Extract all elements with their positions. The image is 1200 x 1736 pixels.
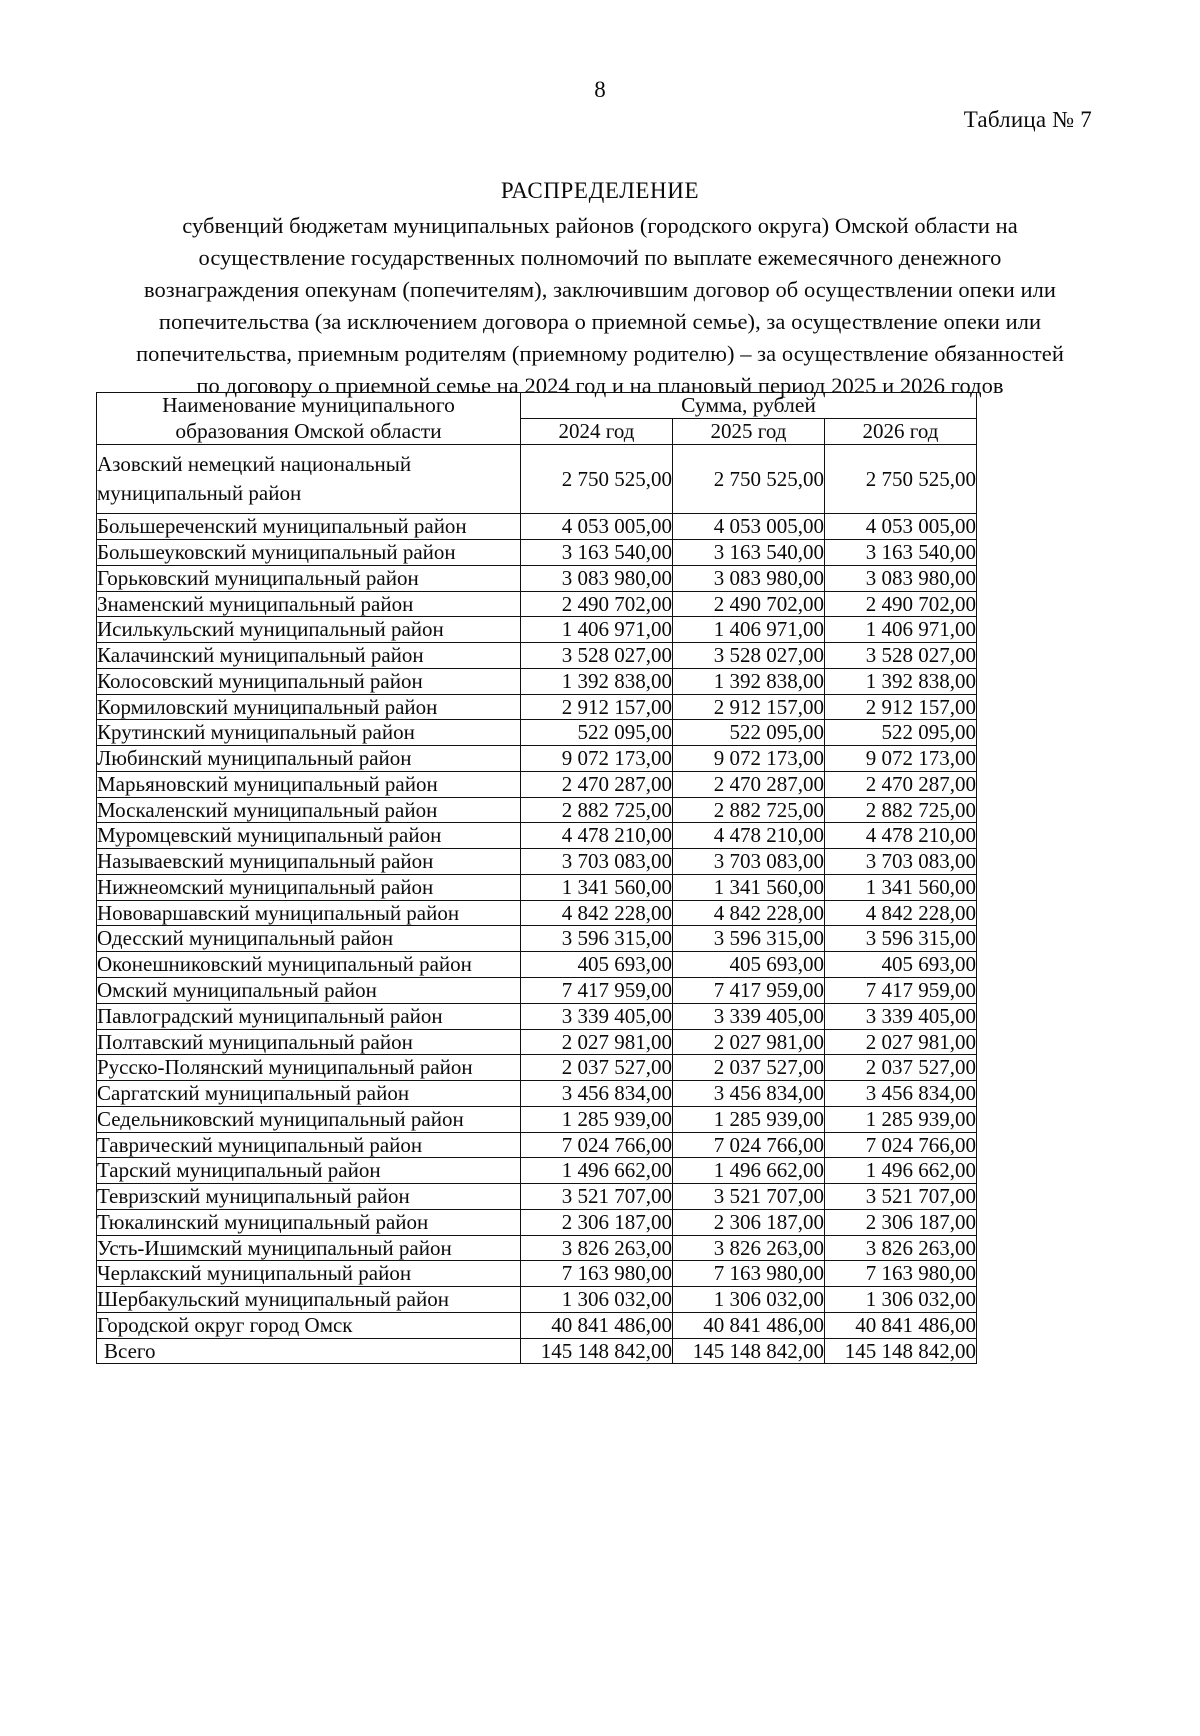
cell-municipality-name: Черлакский муниципальный район — [97, 1261, 521, 1287]
cell-municipality-name: Знаменский муниципальный район — [97, 591, 521, 617]
cell-amount-2025: 2 037 527,00 — [673, 1055, 825, 1081]
cell-amount-2024: 3 826 263,00 — [521, 1235, 673, 1261]
cell-amount-2026: 2 027 981,00 — [825, 1029, 977, 1055]
cell-amount-2024: 2 490 702,00 — [521, 591, 673, 617]
subtitle-line: вознаграждения опекунам (попечителям), заключившим договор об осуществлении опеки или — [143, 277, 1057, 303]
cell-amount-2026: 522 095,00 — [825, 720, 977, 746]
cell-amount-2025: 2 912 157,00 — [673, 694, 825, 720]
document-subtitle — [100, 210, 1100, 402]
cell-amount-2024: 2 470 287,00 — [521, 771, 673, 797]
cell-amount-2024: 2 912 157,00 — [521, 694, 673, 720]
cell-amount-2025: 2 750 525,00 — [673, 445, 825, 514]
cell-amount-2025: 3 596 315,00 — [673, 926, 825, 952]
table-row — [97, 1106, 977, 1132]
cell-municipality-name: Крутинский муниципальный район — [97, 720, 521, 746]
subtitle-line: попечительства, приемным родителям (приемному родителю) – за осуществление обязанностей — [136, 341, 1064, 367]
cell-municipality-name: Павлоградский муниципальный район — [97, 1003, 521, 1029]
cell-amount-2024: 9 072 173,00 — [521, 746, 673, 772]
table-row — [97, 1029, 977, 1055]
column-header-year-2026: 2026 год — [825, 419, 977, 445]
cell-municipality-name: Тюкалинский муниципальный район — [97, 1209, 521, 1235]
table-row — [97, 797, 977, 823]
cell-amount-2024: 1 341 560,00 — [521, 874, 673, 900]
cell-amount-2026: 1 341 560,00 — [825, 874, 977, 900]
cell-amount-2024: 7 024 766,00 — [521, 1132, 673, 1158]
cell-amount-2026: 3 826 263,00 — [825, 1235, 977, 1261]
cell-municipality-name: Тевризский муниципальный район — [97, 1184, 521, 1210]
cell-municipality-name: Шербакульский муниципальный район — [97, 1287, 521, 1313]
cell-amount-2025: 4 478 210,00 — [673, 823, 825, 849]
cell-amount-2025: 40 841 486,00 — [673, 1312, 825, 1338]
table-row — [97, 1055, 977, 1081]
cell-municipality-name: Калачинский муниципальный район — [97, 643, 521, 669]
cell-amount-2025: 1 306 032,00 — [673, 1287, 825, 1313]
cell-amount-2024: 1 285 939,00 — [521, 1106, 673, 1132]
cell-amount-2025: 2 470 287,00 — [673, 771, 825, 797]
cell-municipality-name: Седельниковский муниципальный район — [97, 1106, 521, 1132]
cell-amount-2026: 2 882 725,00 — [825, 797, 977, 823]
cell-municipality-name: Саргатский муниципальный район — [97, 1081, 521, 1107]
cell-municipality-name — [97, 445, 521, 514]
cell-amount-2025: 1 392 838,00 — [673, 668, 825, 694]
table-row — [97, 1003, 977, 1029]
cell-amount-2024: 3 528 027,00 — [521, 643, 673, 669]
cell-municipality-name: Большеуковский муниципальный район — [97, 539, 521, 565]
cell-amount-2026: 145 148 842,00 — [825, 1338, 977, 1364]
table-header — [97, 393, 977, 445]
column-header-line2: образования Омской области — [175, 418, 442, 443]
cell-municipality-name: Одесский муниципальный район — [97, 926, 521, 952]
cell-amount-2026: 1 406 971,00 — [825, 617, 977, 643]
cell-amount-2025: 2 027 981,00 — [673, 1029, 825, 1055]
cell-amount-2026: 2 306 187,00 — [825, 1209, 977, 1235]
column-header-year-2025: 2025 год — [673, 419, 825, 445]
cell-amount-2025: 1 341 560,00 — [673, 874, 825, 900]
table-row — [97, 952, 977, 978]
table-row — [97, 1209, 977, 1235]
cell-amount-2024: 145 148 842,00 — [521, 1338, 673, 1364]
table-row — [97, 1287, 977, 1313]
cell-municipality-name: Большереченский муниципальный район — [97, 514, 521, 540]
cell-amount-2025: 2 882 725,00 — [673, 797, 825, 823]
cell-municipality-name: Омский муниципальный район — [97, 978, 521, 1004]
column-header-line1: Наименование муниципального — [162, 393, 455, 418]
cell-amount-2026: 4 053 005,00 — [825, 514, 977, 540]
cell-amount-2026: 1 306 032,00 — [825, 1287, 977, 1313]
cell-amount-2024: 405 693,00 — [521, 952, 673, 978]
cell-amount-2025: 7 417 959,00 — [673, 978, 825, 1004]
table-row — [97, 978, 977, 1004]
cell-amount-2024: 2 882 725,00 — [521, 797, 673, 823]
table-label: Таблица № 7 — [963, 107, 1092, 132]
table-header-row-1 — [97, 393, 977, 419]
cell-amount-2024: 3 521 707,00 — [521, 1184, 673, 1210]
cell-amount-2024: 4 478 210,00 — [521, 823, 673, 849]
cell-amount-2024: 3 456 834,00 — [521, 1081, 673, 1107]
table-row — [97, 1235, 977, 1261]
table-row — [97, 874, 977, 900]
cell-municipality-name: Горьковский муниципальный район — [97, 565, 521, 591]
cell-municipality-name: Марьяновский муниципальный район — [97, 771, 521, 797]
cell-municipality-name: Любинский муниципальный район — [97, 746, 521, 772]
cell-amount-2025: 3 703 083,00 — [673, 849, 825, 875]
cell-amount-2024: 3 083 980,00 — [521, 565, 673, 591]
cell-amount-2024: 3 339 405,00 — [521, 1003, 673, 1029]
cell-amount-2024: 1 406 971,00 — [521, 617, 673, 643]
table-row — [97, 1158, 977, 1184]
cell-amount-2024: 7 417 959,00 — [521, 978, 673, 1004]
cell-amount-2026: 1 285 939,00 — [825, 1106, 977, 1132]
cell-amount-2026: 3 528 027,00 — [825, 643, 977, 669]
cell-municipality-name: Называевский муниципальный район — [97, 849, 521, 875]
cell-amount-2026: 2 490 702,00 — [825, 591, 977, 617]
cell-amount-2026: 1 496 662,00 — [825, 1158, 977, 1184]
table-row — [97, 668, 977, 694]
table-row — [97, 1184, 977, 1210]
cell-amount-2025: 3 521 707,00 — [673, 1184, 825, 1210]
cell-municipality-name: Всего — [97, 1338, 521, 1364]
cell-amount-2026: 9 072 173,00 — [825, 746, 977, 772]
cell-amount-2025: 7 024 766,00 — [673, 1132, 825, 1158]
cell-amount-2025: 1 285 939,00 — [673, 1106, 825, 1132]
cell-amount-2026: 4 478 210,00 — [825, 823, 977, 849]
subtitle-line: по договору о приемной семье на 2024 год и на плановый период 2025 и 2026 годов — [196, 373, 1004, 399]
page-number: 8 — [594, 77, 606, 102]
table-row — [97, 1132, 977, 1158]
cell-amount-2026: 2 470 287,00 — [825, 771, 977, 797]
cell-amount-2024: 1 306 032,00 — [521, 1287, 673, 1313]
cell-municipality-name: Москаленский муниципальный район — [97, 797, 521, 823]
cell-amount-2026: 405 693,00 — [825, 952, 977, 978]
cell-amount-2025: 4 053 005,00 — [673, 514, 825, 540]
cell-amount-2025: 9 072 173,00 — [673, 746, 825, 772]
column-header-municipality — [97, 393, 521, 445]
municipality-name-line2: муниципальный район — [97, 480, 302, 505]
cell-amount-2025: 145 148 842,00 — [673, 1338, 825, 1364]
cell-municipality-name: Кормиловский муниципальный район — [97, 694, 521, 720]
cell-municipality-name: Исилькульский муниципальный район — [97, 617, 521, 643]
cell-amount-2026: 40 841 486,00 — [825, 1312, 977, 1338]
cell-municipality-name: Полтавский муниципальный район — [97, 1029, 521, 1055]
subtitle-line: осуществление государственных полномочий по выплате ежемесячного денежного — [198, 245, 1002, 271]
cell-amount-2026: 7 024 766,00 — [825, 1132, 977, 1158]
cell-municipality-name: Таврический муниципальный район — [97, 1132, 521, 1158]
cell-amount-2025: 3 528 027,00 — [673, 643, 825, 669]
table-row — [97, 694, 977, 720]
distribution-table-wrapper — [96, 392, 976, 1364]
cell-amount-2026: 2 912 157,00 — [825, 694, 977, 720]
cell-amount-2026: 3 163 540,00 — [825, 539, 977, 565]
subtitle-line: субвенций бюджетам муниципальных районов (городского округа) Омской области на — [182, 213, 1018, 239]
document-heading: РАСПРЕДЕЛЕНИЕ — [500, 178, 700, 203]
cell-municipality-name: Русско-Полянский муниципальный район — [97, 1055, 521, 1081]
cell-amount-2025: 3 083 980,00 — [673, 565, 825, 591]
table-body — [97, 445, 977, 1364]
cell-amount-2024: 4 842 228,00 — [521, 900, 673, 926]
table-row — [97, 1312, 977, 1338]
cell-amount-2024: 3 163 540,00 — [521, 539, 673, 565]
cell-municipality-name: Тарский муниципальный район — [97, 1158, 521, 1184]
cell-amount-2025: 4 842 228,00 — [673, 900, 825, 926]
cell-amount-2025: 3 163 540,00 — [673, 539, 825, 565]
cell-amount-2025: 2 306 187,00 — [673, 1209, 825, 1235]
cell-amount-2026: 3 083 980,00 — [825, 565, 977, 591]
municipality-name-line1: Азовский немецкий национальный — [97, 452, 412, 477]
cell-amount-2026: 3 521 707,00 — [825, 1184, 977, 1210]
distribution-table — [96, 392, 977, 1364]
cell-amount-2024: 2 750 525,00 — [521, 445, 673, 514]
cell-amount-2025: 405 693,00 — [673, 952, 825, 978]
cell-amount-2026: 2 037 527,00 — [825, 1055, 977, 1081]
table-row — [97, 643, 977, 669]
subtitle-line: попечительства (за исключением договора о приемной семье), за осуществление опеки или — [158, 309, 1042, 335]
cell-amount-2024: 40 841 486,00 — [521, 1312, 673, 1338]
table-row — [97, 1081, 977, 1107]
cell-amount-2025: 1 406 971,00 — [673, 617, 825, 643]
cell-amount-2025: 3 826 263,00 — [673, 1235, 825, 1261]
cell-municipality-name: Нововаршавский муниципальный район — [97, 900, 521, 926]
cell-municipality-name: Муромцевский муниципальный район — [97, 823, 521, 849]
cell-amount-2026: 3 339 405,00 — [825, 1003, 977, 1029]
cell-amount-2024: 2 027 981,00 — [521, 1029, 673, 1055]
cell-amount-2024: 1 496 662,00 — [521, 1158, 673, 1184]
cell-amount-2024: 4 053 005,00 — [521, 514, 673, 540]
table-row — [97, 720, 977, 746]
document-title-block — [100, 176, 1100, 402]
cell-amount-2025: 2 490 702,00 — [673, 591, 825, 617]
cell-amount-2026: 2 750 525,00 — [825, 445, 977, 514]
cell-amount-2026: 7 417 959,00 — [825, 978, 977, 1004]
table-row — [97, 617, 977, 643]
table-row — [97, 1261, 977, 1287]
cell-amount-2026: 7 163 980,00 — [825, 1261, 977, 1287]
cell-municipality-name: Оконешниковский муниципальный район — [97, 952, 521, 978]
cell-amount-2025: 522 095,00 — [673, 720, 825, 746]
table-row — [97, 900, 977, 926]
cell-municipality-name: Городской округ город Омск — [97, 1312, 521, 1338]
table-row — [97, 771, 977, 797]
column-header-sum-group: Сумма, рублей — [521, 393, 977, 419]
cell-amount-2026: 3 596 315,00 — [825, 926, 977, 952]
table-row — [97, 746, 977, 772]
cell-amount-2025: 3 456 834,00 — [673, 1081, 825, 1107]
cell-amount-2024: 522 095,00 — [521, 720, 673, 746]
cell-amount-2024: 2 037 527,00 — [521, 1055, 673, 1081]
table-row — [97, 926, 977, 952]
column-header-year-2024: 2024 год — [521, 419, 673, 445]
table-row — [97, 445, 977, 514]
cell-amount-2026: 3 703 083,00 — [825, 849, 977, 875]
cell-municipality-name: Нижнеомский муниципальный район — [97, 874, 521, 900]
cell-municipality-name: Усть-Ишимский муниципальный район — [97, 1235, 521, 1261]
table-row — [97, 565, 977, 591]
cell-amount-2025: 1 496 662,00 — [673, 1158, 825, 1184]
cell-amount-2024: 2 306 187,00 — [521, 1209, 673, 1235]
cell-amount-2026: 4 842 228,00 — [825, 900, 977, 926]
cell-amount-2024: 3 703 083,00 — [521, 849, 673, 875]
cell-amount-2026: 3 456 834,00 — [825, 1081, 977, 1107]
table-row — [97, 1338, 977, 1364]
table-row — [97, 849, 977, 875]
table-row — [97, 591, 977, 617]
table-row — [97, 823, 977, 849]
cell-amount-2024: 3 596 315,00 — [521, 926, 673, 952]
cell-amount-2024: 7 163 980,00 — [521, 1261, 673, 1287]
cell-amount-2025: 3 339 405,00 — [673, 1003, 825, 1029]
cell-municipality-name: Колосовский муниципальный район — [97, 668, 521, 694]
table-row — [97, 539, 977, 565]
cell-amount-2024: 1 392 838,00 — [521, 668, 673, 694]
cell-amount-2026: 1 392 838,00 — [825, 668, 977, 694]
cell-amount-2025: 7 163 980,00 — [673, 1261, 825, 1287]
table-row — [97, 514, 977, 540]
